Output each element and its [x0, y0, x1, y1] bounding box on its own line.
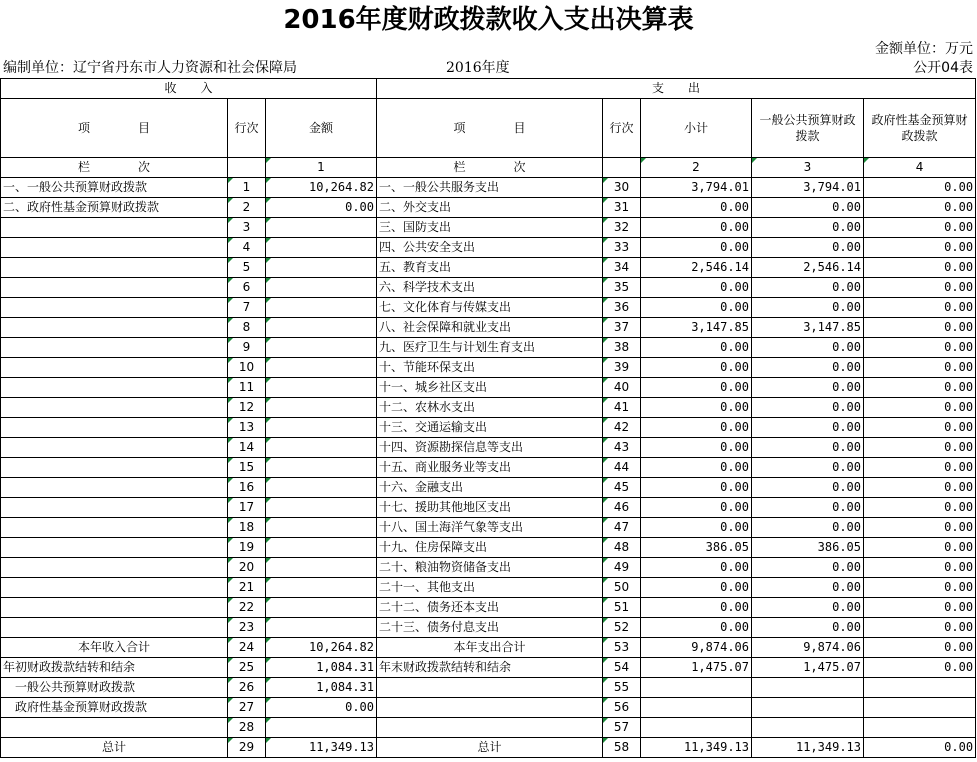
- income-amount-cell[interactable]: 10,264.82: [266, 178, 377, 198]
- income-item-cell[interactable]: [1, 458, 228, 478]
- expense-item-cell[interactable]: 二十二、债务还本支出: [377, 598, 603, 618]
- column-index-row: [1, 158, 976, 178]
- expense-line-cell[interactable]: 30: [603, 178, 641, 198]
- expense-item-cell[interactable]: [377, 718, 603, 738]
- income-item-cell[interactable]: 二、政府性基金预算财政拨款: [1, 198, 228, 218]
- income-line-cell[interactable]: 2: [228, 198, 266, 218]
- income-item-cell[interactable]: [1, 578, 228, 598]
- expense-subtotal-cell[interactable]: [641, 698, 752, 718]
- income-line-cell[interactable]: 25: [228, 658, 266, 678]
- expense-col-label[interactable]: 栏 次: [377, 158, 603, 178]
- expense-fund-cell[interactable]: 0.00: [864, 518, 976, 538]
- expense-fund-cell[interactable]: 0.00: [864, 318, 976, 338]
- income-line-cell[interactable]: 1: [228, 178, 266, 198]
- expense-general-cell[interactable]: 3,147.85: [752, 318, 864, 338]
- expense-subtotal-cell[interactable]: 3,794.01: [641, 178, 752, 198]
- table-row: [1, 258, 976, 278]
- expense-subtotal-cell[interactable]: 0.00: [641, 598, 752, 618]
- expense-fund-header[interactable]: 政府性基金预算财政拨款: [864, 99, 976, 158]
- expense-item-cell[interactable]: 二十、粮油物资储备支出: [377, 558, 603, 578]
- expense-general-cell[interactable]: 0.00: [752, 478, 864, 498]
- expense-subtotal-cell[interactable]: 0.00: [641, 338, 752, 358]
- budget-table: [0, 78, 976, 758]
- expense-general-cell[interactable]: 2,546.14: [752, 258, 864, 278]
- expense-general-cell[interactable]: 0.00: [752, 358, 864, 378]
- expense-line-cell[interactable]: 41: [603, 398, 641, 418]
- expense-general-cell[interactable]: 0.00: [752, 558, 864, 578]
- expense-subtotal-cell[interactable]: 0.00: [641, 278, 752, 298]
- income-amount-cell[interactable]: [266, 278, 377, 298]
- expense-general-cell[interactable]: 0.00: [752, 498, 864, 518]
- income-amount-cell[interactable]: [266, 258, 377, 278]
- income-amount-cell[interactable]: [266, 718, 377, 738]
- expense-subtotal-cell[interactable]: 0.00: [641, 498, 752, 518]
- expense-line-cell[interactable]: 49: [603, 558, 641, 578]
- expense-fund-cell[interactable]: 0.00: [864, 398, 976, 418]
- income-line-header[interactable]: 行次: [228, 99, 266, 158]
- table-row: [1, 338, 976, 358]
- expense-subtotal-cell[interactable]: 0.00: [641, 298, 752, 318]
- income-amount-cell[interactable]: [266, 618, 377, 638]
- table-row: [1, 598, 976, 618]
- table-row: [1, 718, 976, 738]
- expense-line-cell[interactable]: 51: [603, 598, 641, 618]
- expense-fund-cell[interactable]: 0.00: [864, 498, 976, 518]
- expense-subtotal-cell[interactable]: 0.00: [641, 238, 752, 258]
- expense-line-cell[interactable]: 44: [603, 458, 641, 478]
- income-item-cell[interactable]: 本年收入合计: [1, 638, 228, 658]
- expense-subtotal-cell[interactable]: 1,475.07: [641, 658, 752, 678]
- expense-general-cell[interactable]: 9,874.06: [752, 638, 864, 658]
- expense-line-cell[interactable]: 43: [603, 438, 641, 458]
- table-row: [1, 478, 976, 498]
- income-item-cell[interactable]: [1, 718, 228, 738]
- expense-subtotal-cell[interactable]: 0.00: [641, 618, 752, 638]
- expense-fund-cell[interactable]: 0.00: [864, 418, 976, 438]
- income-item-cell[interactable]: [1, 558, 228, 578]
- income-item-cell[interactable]: [1, 218, 228, 238]
- expense-item-cell[interactable]: 一、一般公共服务支出: [377, 178, 603, 198]
- income-amount-cell[interactable]: [266, 358, 377, 378]
- expense-line-cell[interactable]: 31: [603, 198, 641, 218]
- income-line-cell[interactable]: 21: [228, 578, 266, 598]
- expense-line-cell[interactable]: 50: [603, 578, 641, 598]
- table-row: [1, 498, 976, 518]
- expense-item-cell[interactable]: 七、文化体育与传媒支出: [377, 298, 603, 318]
- expense-subtotal-cell[interactable]: 386.05: [641, 538, 752, 558]
- expense-line-cell[interactable]: 55: [603, 678, 641, 698]
- income-amount-cell[interactable]: [266, 378, 377, 398]
- income-line-cell[interactable]: 22: [228, 598, 266, 618]
- income-amount-cell[interactable]: 1,084.31: [266, 658, 377, 678]
- expense-fund-cell[interactable]: 0.00: [864, 178, 976, 198]
- expense-subtotal-cell[interactable]: 0.00: [641, 558, 752, 578]
- expense-item-cell[interactable]: [377, 678, 603, 698]
- income-line-cell[interactable]: 12: [228, 398, 266, 418]
- expense-subtotal-cell[interactable]: 0.00: [641, 438, 752, 458]
- expense-line-cell[interactable]: 58: [603, 738, 641, 758]
- expense-fund-cell[interactable]: 0.00: [864, 258, 976, 278]
- report-meta: [0, 58, 977, 78]
- income-line-cell[interactable]: 7: [228, 298, 266, 318]
- expense-general-cell[interactable]: 0.00: [752, 198, 864, 218]
- income-line-cell[interactable]: 13: [228, 418, 266, 438]
- expense-item-cell[interactable]: [377, 698, 603, 718]
- income-line-cell[interactable]: 17: [228, 498, 266, 518]
- income-item-cell[interactable]: 一、一般公共预算财政拨款: [1, 178, 228, 198]
- income-item-cell[interactable]: [1, 618, 228, 638]
- expense-general-cell[interactable]: 0.00: [752, 278, 864, 298]
- income-line-cell[interactable]: 29: [228, 738, 266, 758]
- table-row: [1, 578, 976, 598]
- income-line-cell[interactable]: 14: [228, 438, 266, 458]
- expense-subtotal-cell[interactable]: 0.00: [641, 198, 752, 218]
- income-line-cell[interactable]: 10: [228, 358, 266, 378]
- expense-subtotal-cell[interactable]: [641, 678, 752, 698]
- income-item-cell[interactable]: [1, 298, 228, 318]
- income-amount-cell[interactable]: [266, 518, 377, 538]
- expense-col-2[interactable]: 2: [641, 158, 752, 178]
- expense-line-cell[interactable]: 47: [603, 518, 641, 538]
- income-line-cell[interactable]: 4: [228, 238, 266, 258]
- table-row: [1, 678, 976, 698]
- income-amount-cell[interactable]: [266, 418, 377, 438]
- expense-subtotal-cell[interactable]: 9,874.06: [641, 638, 752, 658]
- income-amount-cell[interactable]: [266, 458, 377, 478]
- expense-general-cell[interactable]: 0.00: [752, 578, 864, 598]
- income-col-label[interactable]: 栏 次: [1, 158, 228, 178]
- year-label: 2016年度: [446, 60, 510, 76]
- income-amount-cell[interactable]: 11,349.13: [266, 738, 377, 758]
- expense-subtotal-cell[interactable]: 0.00: [641, 478, 752, 498]
- expense-fund-cell[interactable]: 0.00: [864, 458, 976, 478]
- expense-item-cell[interactable]: 四、公共安全支出: [377, 238, 603, 258]
- expense-general-cell[interactable]: 0.00: [752, 378, 864, 398]
- income-line-cell[interactable]: 8: [228, 318, 266, 338]
- expense-fund-cell[interactable]: 0.00: [864, 198, 976, 218]
- expense-line-cell[interactable]: 34: [603, 258, 641, 278]
- income-amount-cell[interactable]: 10,264.82: [266, 638, 377, 658]
- table-row: [1, 698, 976, 718]
- expense-general-cell[interactable]: [752, 678, 864, 698]
- table-row: [1, 658, 976, 678]
- expense-line-cell[interactable]: 57: [603, 718, 641, 738]
- expense-subtotal-cell[interactable]: 0.00: [641, 378, 752, 398]
- income-item-cell[interactable]: 年初财政拨款结转和结余: [1, 658, 228, 678]
- income-amount-cell[interactable]: 1,084.31: [266, 678, 377, 698]
- expense-fund-cell[interactable]: 0.00: [864, 278, 976, 298]
- expense-item-cell[interactable]: 二、外交支出: [377, 198, 603, 218]
- expense-item-cell[interactable]: 六、科学技术支出: [377, 278, 603, 298]
- expense-line-cell[interactable]: 36: [603, 298, 641, 318]
- income-item-header[interactable]: 项 目: [1, 99, 228, 158]
- expense-line-cell[interactable]: 54: [603, 658, 641, 678]
- income-item-cell[interactable]: 一般公共预算财政拨款: [1, 678, 228, 698]
- income-amount-cell[interactable]: [266, 398, 377, 418]
- income-item-cell[interactable]: [1, 598, 228, 618]
- expense-general-cell[interactable]: 3,794.01: [752, 178, 864, 198]
- expense-subtotal-cell[interactable]: 0.00: [641, 398, 752, 418]
- income-amount-cell[interactable]: [266, 558, 377, 578]
- expense-col-line[interactable]: [603, 158, 641, 178]
- income-amount-cell[interactable]: [266, 538, 377, 558]
- income-col-line[interactable]: [228, 158, 266, 178]
- expense-subtotal-cell[interactable]: 0.00: [641, 218, 752, 238]
- expense-fund-cell[interactable]: [864, 718, 976, 738]
- expense-general-cell[interactable]: [752, 698, 864, 718]
- income-line-cell[interactable]: 11: [228, 378, 266, 398]
- expense-item-cell[interactable]: 十、节能环保支出: [377, 358, 603, 378]
- expense-general-cell[interactable]: 0.00: [752, 618, 864, 638]
- income-line-cell[interactable]: 5: [228, 258, 266, 278]
- expense-item-cell[interactable]: 二十一、其他支出: [377, 578, 603, 598]
- income-line-cell[interactable]: 18: [228, 518, 266, 538]
- income-amount-cell[interactable]: [266, 578, 377, 598]
- expense-line-header[interactable]: 行次: [603, 99, 641, 158]
- expense-subtotal-cell[interactable]: 0.00: [641, 578, 752, 598]
- table-row: [1, 198, 976, 218]
- expense-col-4[interactable]: 4: [864, 158, 976, 178]
- expense-general-cell[interactable]: 0.00: [752, 338, 864, 358]
- income-line-cell[interactable]: 24: [228, 638, 266, 658]
- expense-fund-cell[interactable]: 0.00: [864, 578, 976, 598]
- expense-line-cell[interactable]: 45: [603, 478, 641, 498]
- expense-general-cell[interactable]: 0.00: [752, 398, 864, 418]
- income-item-cell[interactable]: [1, 318, 228, 338]
- expense-item-cell[interactable]: 八、社会保障和就业支出: [377, 318, 603, 338]
- income-line-cell[interactable]: 6: [228, 278, 266, 298]
- table-row: [1, 518, 976, 538]
- table-row: [1, 318, 976, 338]
- expense-general-cell[interactable]: 1,475.07: [752, 658, 864, 678]
- expense-general-cell[interactable]: 0.00: [752, 418, 864, 438]
- expense-general-header[interactable]: 一般公共预算财政拨款: [752, 99, 864, 158]
- table-row: [1, 178, 976, 198]
- expense-general-cell[interactable]: 11,349.13: [752, 738, 864, 758]
- income-item-cell[interactable]: [1, 438, 228, 458]
- income-amount-cell[interactable]: [266, 478, 377, 498]
- expense-fund-cell[interactable]: [864, 678, 976, 698]
- income-line-cell[interactable]: 28: [228, 718, 266, 738]
- expense-item-cell[interactable]: 十七、援助其他地区支出: [377, 498, 603, 518]
- expense-item-cell[interactable]: 本年支出合计: [377, 638, 603, 658]
- table-row: [1, 378, 976, 398]
- table-row: [1, 638, 976, 658]
- expense-item-cell[interactable]: 九、医疗卫生与计划生育支出: [377, 338, 603, 358]
- expense-fund-cell[interactable]: 0.00: [864, 598, 976, 618]
- income-line-cell[interactable]: 19: [228, 538, 266, 558]
- income-item-cell[interactable]: [1, 258, 228, 278]
- expense-line-cell[interactable]: 56: [603, 698, 641, 718]
- table-row: [1, 438, 976, 458]
- expense-subtotal-cell[interactable]: 0.00: [641, 358, 752, 378]
- table-row: [1, 298, 976, 318]
- expense-line-cell[interactable]: 39: [603, 358, 641, 378]
- table-row: [1, 358, 976, 378]
- expense-fund-cell[interactable]: 0.00: [864, 218, 976, 238]
- expense-general-cell[interactable]: 0.00: [752, 458, 864, 478]
- table-row: [1, 538, 976, 558]
- expense-fund-cell[interactable]: 0.00: [864, 738, 976, 758]
- income-item-cell[interactable]: [1, 358, 228, 378]
- expense-line-cell[interactable]: 42: [603, 418, 641, 438]
- income-amount-cell[interactable]: [266, 238, 377, 258]
- expense-general-cell[interactable]: 0.00: [752, 518, 864, 538]
- expense-item-cell[interactable]: 总计: [377, 738, 603, 758]
- table-row: [1, 558, 976, 578]
- income-line-cell[interactable]: 27: [228, 698, 266, 718]
- expense-item-cell[interactable]: 十四、资源勘探信息等支出: [377, 438, 603, 458]
- expense-item-cell[interactable]: 十二、农林水支出: [377, 398, 603, 418]
- income-line-cell[interactable]: 20: [228, 558, 266, 578]
- income-amount-cell[interactable]: [266, 318, 377, 338]
- income-amount-cell[interactable]: 0.00: [266, 698, 377, 718]
- expense-item-cell[interactable]: 年末财政拨款结转和结余: [377, 658, 603, 678]
- income-item-cell[interactable]: [1, 538, 228, 558]
- expense-subtotal-cell[interactable]: [641, 718, 752, 738]
- income-col-1[interactable]: 1: [266, 158, 377, 178]
- expense-item-cell[interactable]: 十一、城乡社区支出: [377, 378, 603, 398]
- income-amount-header[interactable]: 金额: [266, 99, 377, 158]
- expense-fund-cell[interactable]: 0.00: [864, 478, 976, 498]
- income-line-cell[interactable]: 16: [228, 478, 266, 498]
- income-amount-cell[interactable]: 0.00: [266, 198, 377, 218]
- table-row: [1, 278, 976, 298]
- income-amount-cell[interactable]: [266, 338, 377, 358]
- income-amount-cell[interactable]: [266, 498, 377, 518]
- expense-subtotal-cell[interactable]: 0.00: [641, 518, 752, 538]
- income-line-cell[interactable]: 15: [228, 458, 266, 478]
- income-item-cell[interactable]: 政府性基金预算财政拨款: [1, 698, 228, 718]
- expense-fund-cell[interactable]: 0.00: [864, 298, 976, 318]
- table-row: [1, 738, 976, 758]
- org-label: 编制单位：辽宁省丹东市人力资源和社会保障局: [3, 60, 297, 76]
- expense-line-cell[interactable]: 48: [603, 538, 641, 558]
- table-row: [1, 418, 976, 438]
- income-item-cell[interactable]: [1, 478, 228, 498]
- income-item-cell[interactable]: 总计: [1, 738, 228, 758]
- expense-item-header[interactable]: 项 目: [377, 99, 603, 158]
- expense-fund-cell[interactable]: 0.00: [864, 658, 976, 678]
- expense-general-cell[interactable]: 0.00: [752, 438, 864, 458]
- table-row: [1, 218, 976, 238]
- expense-subtotal-cell[interactable]: 0.00: [641, 418, 752, 438]
- expense-fund-cell[interactable]: 0.00: [864, 638, 976, 658]
- expense-item-cell[interactable]: 三、国防支出: [377, 218, 603, 238]
- expense-item-cell[interactable]: 二十三、债务付息支出: [377, 618, 603, 638]
- report-title: 2016年度财政拨款收入支出决算表: [283, 5, 694, 35]
- expense-subtotal-cell[interactable]: 3,147.85: [641, 318, 752, 338]
- expense-line-cell[interactable]: 52: [603, 618, 641, 638]
- income-item-cell[interactable]: [1, 418, 228, 438]
- income-amount-cell[interactable]: [266, 218, 377, 238]
- table-row: [1, 618, 976, 638]
- expense-item-cell[interactable]: 十五、商业服务业等支出: [377, 458, 603, 478]
- expense-general-cell[interactable]: 0.00: [752, 298, 864, 318]
- income-item-cell[interactable]: [1, 238, 228, 258]
- expense-item-cell[interactable]: 十六、金融支出: [377, 478, 603, 498]
- expense-subtotal-cell[interactable]: 11,349.13: [641, 738, 752, 758]
- expense-subtotal-cell[interactable]: 0.00: [641, 458, 752, 478]
- expense-item-cell[interactable]: 十三、交通运输支出: [377, 418, 603, 438]
- expense-line-cell[interactable]: 35: [603, 278, 641, 298]
- income-amount-cell[interactable]: [266, 438, 377, 458]
- income-item-cell[interactable]: [1, 278, 228, 298]
- table-row: [1, 238, 976, 258]
- income-line-cell[interactable]: 9: [228, 338, 266, 358]
- expense-subtotal-header[interactable]: 小计: [641, 99, 752, 158]
- expense-general-cell[interactable]: [752, 718, 864, 738]
- expense-line-cell[interactable]: 32: [603, 218, 641, 238]
- expense-line-cell[interactable]: 46: [603, 498, 641, 518]
- expense-col-3[interactable]: 3: [752, 158, 864, 178]
- table-row: [1, 458, 976, 478]
- table-row: [1, 398, 976, 418]
- expense-fund-cell[interactable]: 0.00: [864, 618, 976, 638]
- income-item-cell[interactable]: [1, 498, 228, 518]
- income-item-cell[interactable]: [1, 518, 228, 538]
- expense-fund-cell[interactable]: 0.00: [864, 358, 976, 378]
- expense-fund-cell[interactable]: 0.00: [864, 238, 976, 258]
- income-amount-cell[interactable]: [266, 298, 377, 318]
- income-line-cell[interactable]: 3: [228, 218, 266, 238]
- unit-label: 金额单位：万元: [875, 41, 973, 57]
- expense-subtotal-cell[interactable]: 2,546.14: [641, 258, 752, 278]
- income-header[interactable]: 收 入: [1, 79, 377, 99]
- income-item-cell[interactable]: [1, 338, 228, 358]
- expense-general-cell[interactable]: 0.00: [752, 598, 864, 618]
- income-item-cell[interactable]: [1, 398, 228, 418]
- expense-fund-cell[interactable]: 0.00: [864, 438, 976, 458]
- expense-general-cell[interactable]: 0.00: [752, 238, 864, 258]
- expense-line-cell[interactable]: 38: [603, 338, 641, 358]
- expense-line-cell[interactable]: 40: [603, 378, 641, 398]
- expense-fund-cell[interactable]: 0.00: [864, 378, 976, 398]
- expense-fund-cell[interactable]: 0.00: [864, 558, 976, 578]
- expense-item-cell[interactable]: 十八、国土海洋气象等支出: [377, 518, 603, 538]
- expense-line-cell[interactable]: 53: [603, 638, 641, 658]
- income-line-cell[interactable]: 26: [228, 678, 266, 698]
- expense-fund-cell[interactable]: 0.00: [864, 538, 976, 558]
- income-item-cell[interactable]: [1, 378, 228, 398]
- expense-general-cell[interactable]: 0.00: [752, 218, 864, 238]
- expense-line-cell[interactable]: 37: [603, 318, 641, 338]
- expense-item-cell[interactable]: 十九、住房保障支出: [377, 538, 603, 558]
- income-line-cell[interactable]: 23: [228, 618, 266, 638]
- expense-general-cell[interactable]: 386.05: [752, 538, 864, 558]
- income-amount-cell[interactable]: [266, 598, 377, 618]
- expense-fund-cell[interactable]: 0.00: [864, 338, 976, 358]
- expense-header[interactable]: 支 出: [377, 79, 976, 99]
- expense-item-cell[interactable]: 五、教育支出: [377, 258, 603, 278]
- header-row-1: [1, 79, 976, 99]
- expense-fund-cell[interactable]: [864, 698, 976, 718]
- form-number: 公开04表: [913, 60, 973, 76]
- header-row-2: [1, 99, 976, 158]
- expense-line-cell[interactable]: 33: [603, 238, 641, 258]
